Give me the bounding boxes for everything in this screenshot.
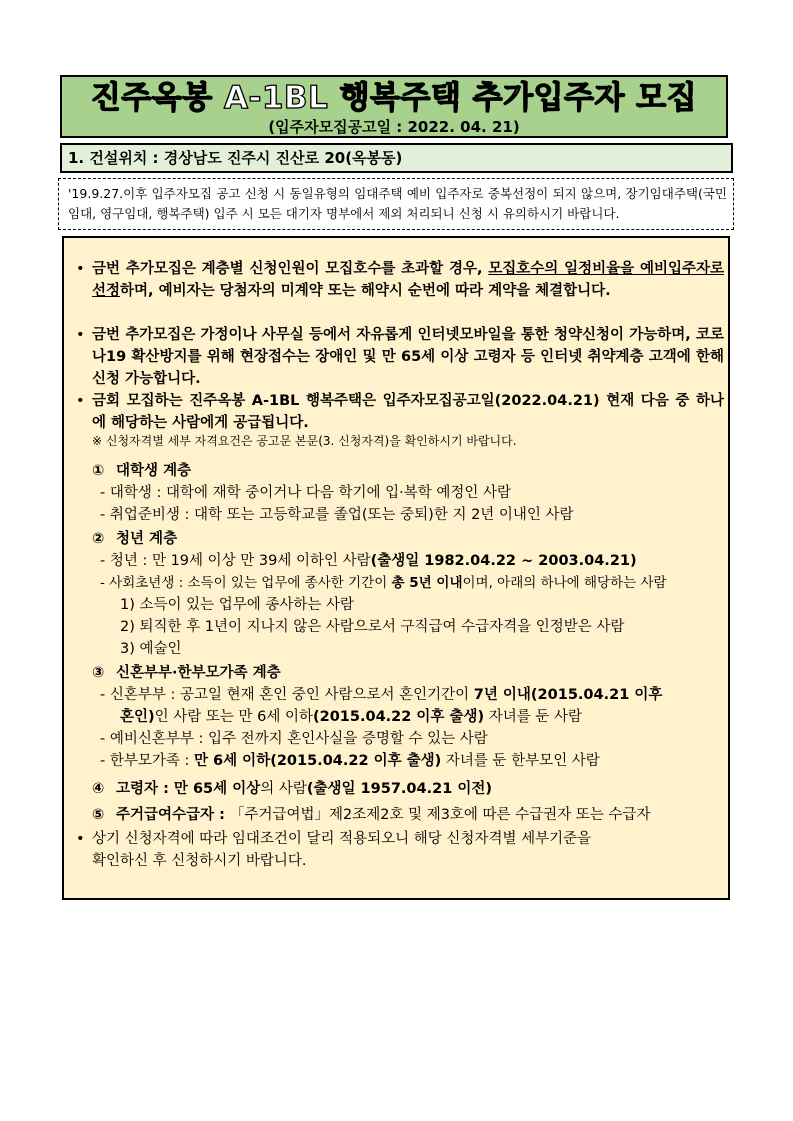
section-number: ③ <box>92 665 105 681</box>
page-title: 진주옥봉 A-1BL 행복주택 추가입주자 모집 <box>90 80 698 116</box>
section-line: - 한부모가족 : 만 6세 이하(2015.04.22 이후 출생) 자녀를 둔 한부모인 사람 <box>100 753 600 769</box>
location-box <box>60 143 733 173</box>
announcement-date: (입주자모집공고일 : 2022. 04. 21) <box>268 118 520 136</box>
section-title: 청년 계층 <box>116 531 178 547</box>
notice-text: '19.9.27.이후 입주자모집 공고 신청 시 동일유형의 임대주택 예비 입주자로 중복선정이 되지 않으며, 장기임대주택(국민임대, 영구임대, 행복주택) 입주 시 모든 대기자 명부에서 제외 처리되니 신청 시 유의하시기 바랍니다. <box>68 186 727 221</box>
section-line: - 청년 : 만 19세 이상 만 39세 이하인 사람(출생일 1982.04.22 ~ 2003.04.21) <box>100 553 637 569</box>
section-number: ④ <box>92 781 105 797</box>
bullet-icon: • <box>76 831 85 847</box>
section-newlywed <box>92 662 281 684</box>
section-number: ⑤ <box>92 807 105 823</box>
section-line: - 대학생 : 대학에 재학 중이거나 다음 학기에 입·복학 예정인 사람 <box>100 485 511 501</box>
bullet-icon: • <box>76 327 85 343</box>
section-title: 신혼부부·한부모가족 계층 <box>116 665 281 681</box>
section-number: ① <box>92 463 105 479</box>
notice-box <box>58 178 734 230</box>
bullet1-part1: 금번 추가모집은 계층별 신청인원이 모집호수를 초과할 경우, <box>92 261 489 277</box>
note-text: ※ 신청자격별 세부 자격요건은 공고문 본문(3. 신청자격)을 확인하시기 바랍니다. <box>92 434 517 448</box>
main-content-box <box>62 236 730 900</box>
location-text: 1. 건설위치 : 경상남도 진주시 진산로 20(옥봉동) <box>68 149 403 167</box>
section-line: 혼인)인 사람 또는 만 6세 이하(2015.04.22 이후 출생) 자녀를 둔 사람 <box>120 709 582 725</box>
section-number: ② <box>92 531 105 547</box>
bullet1-underlined: 모집호수의 일정비율을 예비입주자로 선정 <box>92 261 724 299</box>
section-housing-benefit: ⑤ 주거급여수급자 : 「주거급여법」제2조제2호 및 제3호에 따른 수급권자 또는 수급자 <box>92 804 650 826</box>
bullet-item <box>76 324 724 390</box>
bullet2-text: 금번 추가모집은 가정이나 사무실 등에서 자유롭게 인터넷모바일을 통한 청약신청이 가능하며, 코로나19 확산방지를 위해 현장접수는 장애인 및 만 65세 이상 고령자 등 인터넷 취약계층 고객에 한해 신청 가능합니다. <box>92 327 724 387</box>
bullet4-line1: 상기 신청자격에 따라 임대조건이 달리 적용되오니 해당 신청자격별 세부기준을 <box>92 831 592 847</box>
section-line: - 사회초년생 : 소득이 있는 업무에 종사한 기간이 총 5년 이내이며, 아래의 하나에 해당하는 사람 <box>100 575 667 591</box>
bullet-icon: • <box>76 261 85 277</box>
section-elderly: ④ 고령자 : 만 65세 이상의 사람(출생일 1957.04.21 이전) <box>92 778 492 800</box>
section-title: 대학생 계층 <box>116 463 192 479</box>
section-line: 1) 소득이 있는 업무에 종사하는 사람 <box>120 597 355 613</box>
section-youth <box>92 528 177 550</box>
section-line: 2) 퇴직한 후 1년이 지나지 않은 사람으로서 구직급여 수급자격을 인정받은 사람 <box>120 619 625 635</box>
title-banner <box>60 75 728 138</box>
bullet1-part3: 하며, 예비자는 당첨자의 미계약 또는 해약시 순번에 따라 계약을 체결합니다. <box>120 283 611 299</box>
bullet3-text: 금회 모집하는 진주옥봉 A-1BL 행복주택은 입주자모집공고일(2022.04.21) 현재 다음 중 하나에 해당하는 사람에게 공급됩니다. <box>92 393 724 431</box>
bullet-item <box>76 390 724 434</box>
section-line: 3) 예술인 <box>120 641 182 657</box>
bullet4-line2: 확인하신 후 신청하시기 바랍니다. <box>92 853 307 869</box>
bullet-icon: • <box>76 393 85 409</box>
section-line: - 신혼부부 : 공고일 현재 혼인 중인 사람으로서 혼인기간이 7년 이내(2015.04.21 이후 <box>100 687 663 703</box>
section-university <box>92 460 191 482</box>
bullet-item <box>76 828 724 872</box>
section-line: - 취업준비생 : 대학 또는 고등학교를 졸업(또는 중퇴)한 지 2년 이내인 사람 <box>100 507 574 523</box>
bullet-item <box>76 258 724 302</box>
section-line: - 예비신혼부부 : 입주 전까지 혼인사실을 증명할 수 있는 사람 <box>100 731 488 747</box>
